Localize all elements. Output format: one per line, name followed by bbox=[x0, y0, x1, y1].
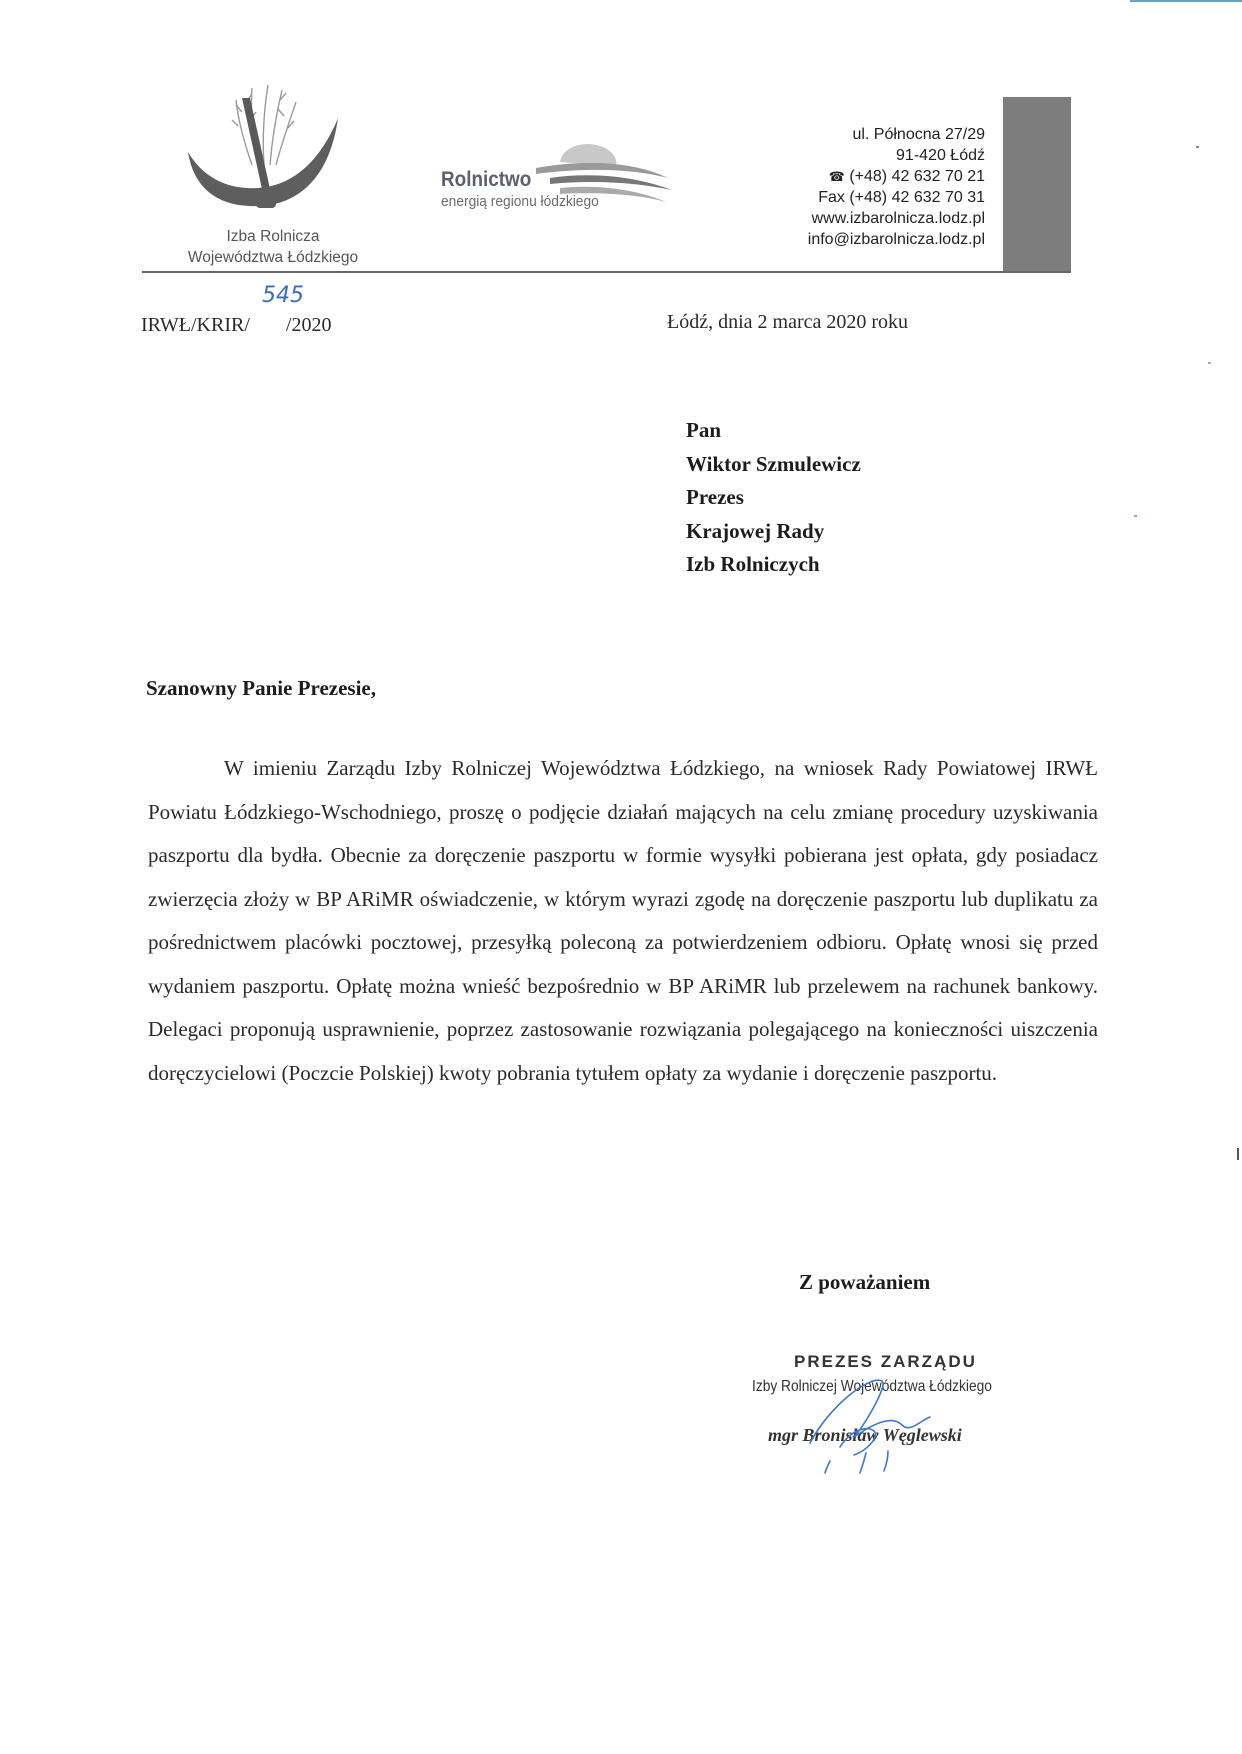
phone-icon: ☎ bbox=[828, 169, 845, 184]
org-name bbox=[148, 226, 398, 268]
contact-block bbox=[808, 124, 985, 250]
body-paragraph: W imieniu Zarządu Izby Rolniczej Województwa Łódzkiego, na wniosek Rady Powiatowej IRWŁ Powiatu Łódzkiego-Wschodniego, proszę o podjęcie działań mających na celu zmianę procedury uzyskiwania paszportu dla bydła. Obecnie za doręczenie paszportu w formie wysyłki pobierana jest opłata, gdy posiadacz zwierzęcia złoży w BP ARiMR oświadczenie, w którym wyrazi zgodę na doręczenie paszportu lub duplikatu za pośrednictwem placówki pocztowej, przesyłką poleconą za potwierdzeniem odbioru. Opłatę wnosi się przed wydaniem paszportu. Opłatę można wnieść bezpośrednio w BP ARiMR lub przelewem na rachunek bankowy. Delegaci proponują usprawnienie, poprzez zastosowanie rozwiązania polegającego na konieczności uiszczenia doręczycielowi (Poczcie Polskiej) kwoty pobrania tytułem opłaty za wydanie i doręczenie paszportu. bbox=[148, 756, 1098, 1085]
scan-speck bbox=[1237, 1148, 1239, 1160]
header-divider bbox=[142, 271, 1071, 273]
handwritten-signature bbox=[770, 1365, 990, 1475]
recipient-line: Prezes bbox=[686, 485, 744, 509]
address-postal: 91-420 Łódź bbox=[896, 147, 985, 164]
recipient-line: Wiktor Szmulewicz bbox=[686, 451, 861, 476]
website-link: www.izbarolnicza.lodz.pl bbox=[811, 210, 985, 227]
scan-edge-mark bbox=[1130, 0, 1242, 2]
reference-suffix: /2020 bbox=[285, 314, 332, 336]
letterhead-accent-bar bbox=[1003, 97, 1071, 271]
reference-number bbox=[141, 314, 331, 337]
signatory-title: PREZES ZARZĄDU bbox=[794, 1352, 977, 1371]
letter-date: Łódź, dnia 2 marca 2020 roku bbox=[667, 311, 909, 333]
closing: Z poważaniem bbox=[799, 1270, 931, 1294]
salutation: Szanowny Panie Prezesie, bbox=[146, 676, 376, 700]
campaign-title: Rolnictwo bbox=[441, 168, 532, 191]
signatory-organization: Izby Rolniczej Województwa Łódzkiego bbox=[752, 1378, 992, 1395]
campaign-subtitle: energią regionu łódzkiego bbox=[441, 194, 599, 210]
recipient-block bbox=[686, 414, 861, 582]
letter-body bbox=[148, 747, 1098, 1095]
scan-speck bbox=[1208, 362, 1211, 364]
phone-line bbox=[808, 166, 985, 187]
izba-rolnicza-logo bbox=[180, 80, 370, 230]
phone-number: (+48) 42 632 70 21 bbox=[849, 168, 985, 185]
signatory-name: mgr Bronisław Węglewski bbox=[768, 1425, 962, 1445]
reference-prefix: IRWŁ/KRIR/ bbox=[141, 314, 250, 336]
address-street: ul. Północna 27/29 bbox=[852, 126, 985, 143]
scan-speck bbox=[1134, 515, 1137, 517]
recipient-line: Pan bbox=[686, 418, 722, 442]
scan-speck bbox=[1196, 146, 1199, 148]
org-name-line1: Izba Rolnicza bbox=[226, 228, 320, 245]
handwritten-reference: 545 bbox=[262, 283, 304, 308]
fax-line: Fax (+48) 42 632 70 31 bbox=[818, 189, 985, 206]
org-name-line2: Województwa Łódzkiego bbox=[187, 249, 359, 266]
recipient-line: Krajowej Rady bbox=[686, 518, 825, 543]
email-link: info@izbarolnicza.lodz.pl bbox=[807, 231, 985, 248]
recipient-line: Izb Rolniczych bbox=[686, 552, 820, 576]
